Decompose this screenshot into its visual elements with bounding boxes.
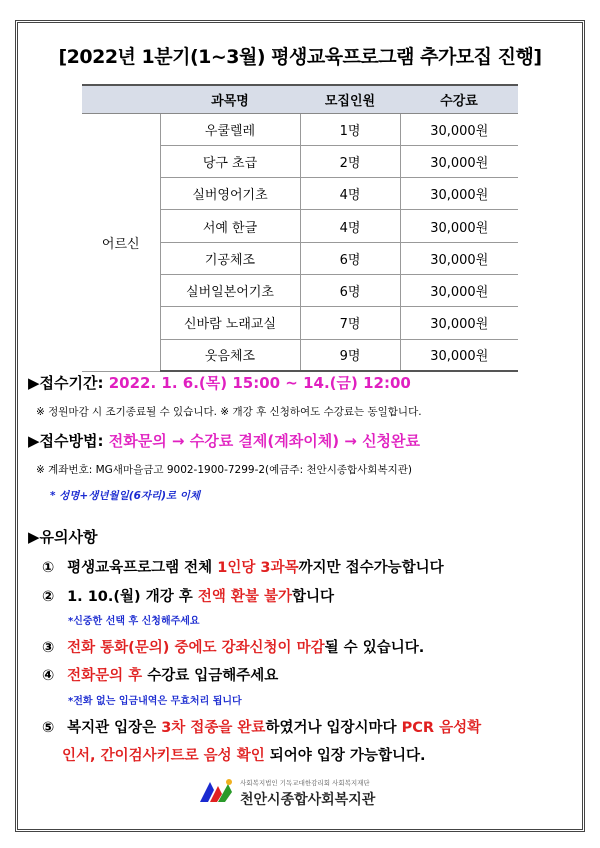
course-name: 우쿨렐레 <box>160 113 300 145</box>
footer-org-name: 천안시종합사회복지관 <box>240 792 376 808</box>
course-capacity: 2명 <box>300 145 400 177</box>
header-course-name: 과목명 <box>160 85 300 113</box>
notice-sub-4: *전화 없는 입금내역은 무효처리 됩니다 <box>68 696 242 707</box>
footer-logo <box>198 776 458 810</box>
course-fee: 30,000원 <box>400 113 518 145</box>
course-name: 당구 초급 <box>160 145 300 177</box>
notice-heading: ▶유의사항 <box>28 528 98 546</box>
course-fee: 30,000원 <box>400 339 518 371</box>
header-capacity: 모집인원 <box>300 85 400 113</box>
course-name: 실버일본어기초 <box>160 274 300 306</box>
header-blank <box>82 85 160 113</box>
course-name: 실버영어기초 <box>160 178 300 210</box>
notice-item-5-line2: 인서, 간이검사키트로 음성 확인 되어야 입장 가능합니다. <box>62 748 426 764</box>
course-fee: 30,000원 <box>400 274 518 306</box>
reception-label: ▶접수기간: <box>28 374 104 392</box>
course-capacity: 6명 <box>300 242 400 274</box>
course-capacity: 1명 <box>300 113 400 145</box>
course-fee: 30,000원 <box>400 145 518 177</box>
reception-period <box>28 372 411 393</box>
notice-item-4: ④ 전화문의 후 수강료 입금해주세요 <box>42 668 279 684</box>
table-header-row <box>82 85 518 113</box>
course-capacity: 6명 <box>300 274 400 306</box>
method-label: ▶접수방법: <box>28 432 104 450</box>
group-cell: 어르신 <box>82 113 160 371</box>
notice-item-3: ③ 전화 통화(문의) 중에도 강좌신청이 마감될 수 있습니다. <box>42 640 425 656</box>
course-name: 신바람 노래교실 <box>160 307 300 339</box>
method-steps: 전화문의 → 수강료 결제(계좌이체) → 신청완료 <box>108 432 421 450</box>
page-title: [2022년 1분기(1~3월) 평생교육프로그램 추가모집 진행] <box>58 46 542 68</box>
notice-sub-2: *신중한 선택 후 신청해주세요 <box>68 616 200 627</box>
reception-note: ※ 정원마감 시 조기종료될 수 있습니다. ※ 개강 후 신청하여도 수강료는 동일합니다. <box>36 406 422 418</box>
application-method <box>28 430 420 451</box>
account-number: ※ 계좌번호: MG새마을금고 9002-1900-7299-2(예금주: 천안시종합사회복지관) <box>36 464 412 476</box>
transfer-note: * 성명+생년월일(6자리)로 이체 <box>50 490 201 502</box>
course-capacity: 4명 <box>300 178 400 210</box>
footer-org-sub: 사회복지법인 기독교대한감리회 사회복지재단 <box>240 779 370 787</box>
notice-item-5: ⑤ 복지관 입장은 3차 접종을 완료하였거나 입장시마다 PCR 음성확 <box>42 720 482 736</box>
course-fee: 30,000원 <box>400 178 518 210</box>
course-fee: 30,000원 <box>400 242 518 274</box>
course-name: 서예 한글 <box>160 210 300 242</box>
notice-item-1: ① 평생교육프로그램 전체 1인당 3과목까지만 접수가능합니다 <box>42 560 444 576</box>
course-capacity: 9명 <box>300 339 400 371</box>
course-name: 웃음체조 <box>160 339 300 371</box>
table-row <box>82 113 518 145</box>
course-fee: 30,000원 <box>400 307 518 339</box>
notice-item-2: ② 1. 10.(월) 개강 후 전액 환불 불가합니다 <box>42 589 334 605</box>
header-fee: 수강료 <box>400 85 518 113</box>
course-capacity: 4명 <box>300 210 400 242</box>
course-name: 기공체조 <box>160 242 300 274</box>
course-table <box>82 84 518 372</box>
course-capacity: 7명 <box>300 307 400 339</box>
reception-dates: 2022. 1. 6.(목) 15:00 ~ 14.(금) 12:00 <box>108 374 411 392</box>
welfare-center-logo-icon <box>198 778 236 806</box>
course-fee: 30,000원 <box>400 210 518 242</box>
